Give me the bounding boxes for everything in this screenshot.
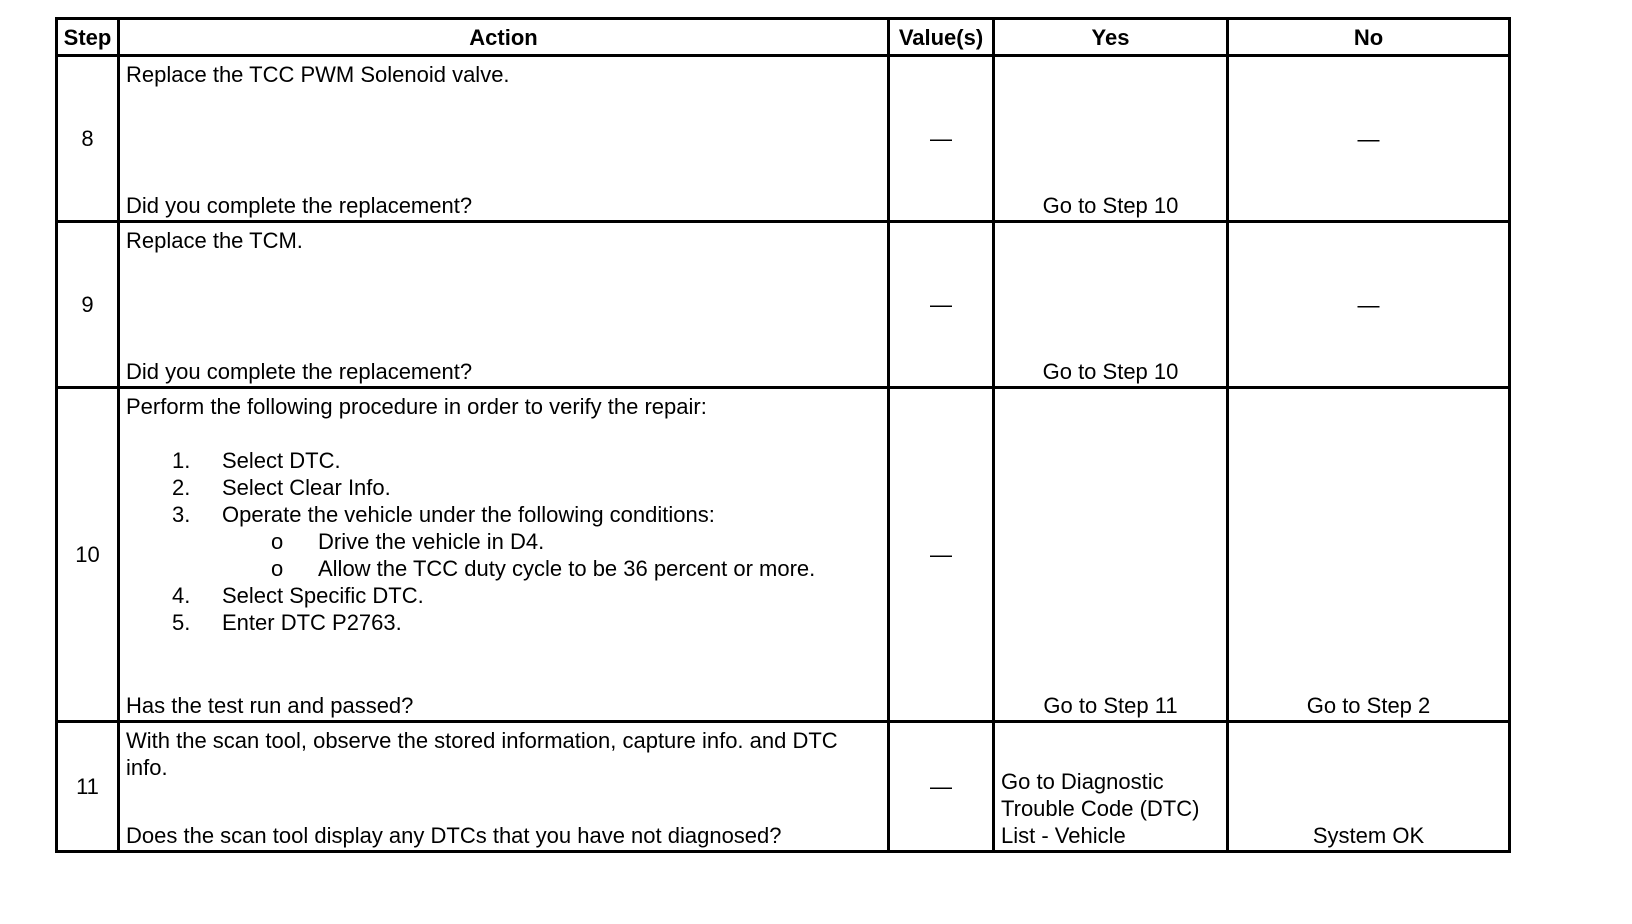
procedure-step-text: Enter DTC P2763. bbox=[222, 610, 402, 635]
yes-cell bbox=[994, 222, 1228, 388]
action-cell bbox=[119, 722, 889, 852]
procedure-step bbox=[126, 582, 815, 609]
value-cell: — bbox=[889, 388, 994, 722]
procedure-sublist-container bbox=[126, 528, 815, 582]
action-question: Did you complete the replacement? bbox=[126, 359, 473, 384]
step-number: 9 bbox=[57, 222, 119, 388]
yes-result-line: Go to Diagnostic bbox=[1001, 769, 1164, 794]
procedure-step-number: 5. bbox=[172, 610, 191, 635]
yes-result-line: Trouble Code (DTC) bbox=[1001, 796, 1200, 821]
value-cell: — bbox=[889, 722, 994, 852]
action-instruction: Perform the following procedure in order to verify the repair: bbox=[126, 394, 707, 419]
table-row-step-10 bbox=[57, 388, 1510, 722]
procedure-step bbox=[126, 609, 815, 636]
header-row bbox=[57, 19, 1510, 56]
action-question: Has the test run and passed? bbox=[126, 693, 414, 718]
yes-result-line: List - Vehicle bbox=[1001, 823, 1126, 848]
procedure-step-text: Select Clear Info. bbox=[222, 475, 391, 500]
value-cell: — bbox=[889, 222, 994, 388]
no-result: — bbox=[1357, 292, 1380, 317]
value-cell: — bbox=[889, 56, 994, 222]
step-number: 8 bbox=[57, 56, 119, 222]
yes-cell bbox=[994, 388, 1228, 722]
subitem-bullet: o bbox=[271, 556, 284, 581]
yes-cell bbox=[994, 56, 1228, 222]
header-values: Value(s) bbox=[889, 19, 994, 56]
procedure-step-text: Select Specific DTC. bbox=[222, 583, 424, 608]
header-no: No bbox=[1228, 19, 1510, 56]
procedure-subitem bbox=[126, 528, 815, 555]
step-number: 10 bbox=[57, 388, 119, 722]
no-result: Go to Step 2 bbox=[1306, 693, 1431, 718]
action-cell bbox=[119, 222, 889, 388]
yes-result: Go to Step 10 bbox=[1042, 359, 1179, 384]
header-step: Step bbox=[57, 19, 119, 56]
no-cell bbox=[1228, 388, 1510, 722]
procedure-sublist bbox=[126, 528, 815, 582]
yes-result: Go to Step 10 bbox=[1042, 193, 1179, 218]
header-action: Action bbox=[119, 19, 889, 56]
no-result: System OK bbox=[1312, 823, 1425, 848]
action-instruction: With the scan tool, observe the stored information, capture info. and DTC info. bbox=[126, 728, 838, 780]
header-yes: Yes bbox=[994, 19, 1228, 56]
no-cell bbox=[1228, 222, 1510, 388]
subitem-text: Allow the TCC duty cycle to be 36 percent or more. bbox=[318, 556, 816, 581]
no-cell bbox=[1228, 56, 1510, 222]
action-cell bbox=[119, 388, 889, 722]
procedure-list bbox=[126, 447, 815, 636]
procedure-step bbox=[126, 447, 815, 474]
action-question: Does the scan tool display any DTCs that you have not diagnosed? bbox=[126, 823, 782, 848]
procedure-step-number: 4. bbox=[172, 583, 191, 608]
subitem-text: Drive the vehicle in D4. bbox=[318, 529, 545, 554]
procedure-step-number: 2. bbox=[172, 475, 191, 500]
action-question: Did you complete the replacement? bbox=[126, 193, 473, 218]
procedure-step-number: 3. bbox=[172, 502, 191, 527]
action-instruction: Replace the TCC PWM Solenoid valve. bbox=[126, 62, 510, 87]
yes-cell bbox=[994, 722, 1228, 852]
table-row-step-11 bbox=[57, 722, 1510, 852]
procedure-subitem bbox=[126, 555, 815, 582]
action-cell bbox=[119, 56, 889, 222]
procedure-step bbox=[126, 501, 815, 528]
subitem-bullet: o bbox=[271, 529, 284, 554]
yes-result bbox=[1001, 768, 1226, 849]
procedure-step-number: 1. bbox=[172, 448, 191, 473]
diagnostic-table bbox=[55, 17, 1511, 853]
step-number: 11 bbox=[57, 722, 119, 852]
procedure-step bbox=[126, 474, 815, 501]
yes-result: Go to Step 11 bbox=[1043, 693, 1178, 718]
no-cell bbox=[1228, 722, 1510, 852]
no-result: — bbox=[1357, 126, 1380, 151]
procedure-step-text: Operate the vehicle under the following conditions: bbox=[222, 502, 715, 527]
table-row-step-8 bbox=[57, 56, 1510, 222]
procedure-step-text: Select DTC. bbox=[222, 448, 341, 473]
action-instruction: Replace the TCM. bbox=[126, 228, 303, 253]
table-row-step-9 bbox=[57, 222, 1510, 388]
